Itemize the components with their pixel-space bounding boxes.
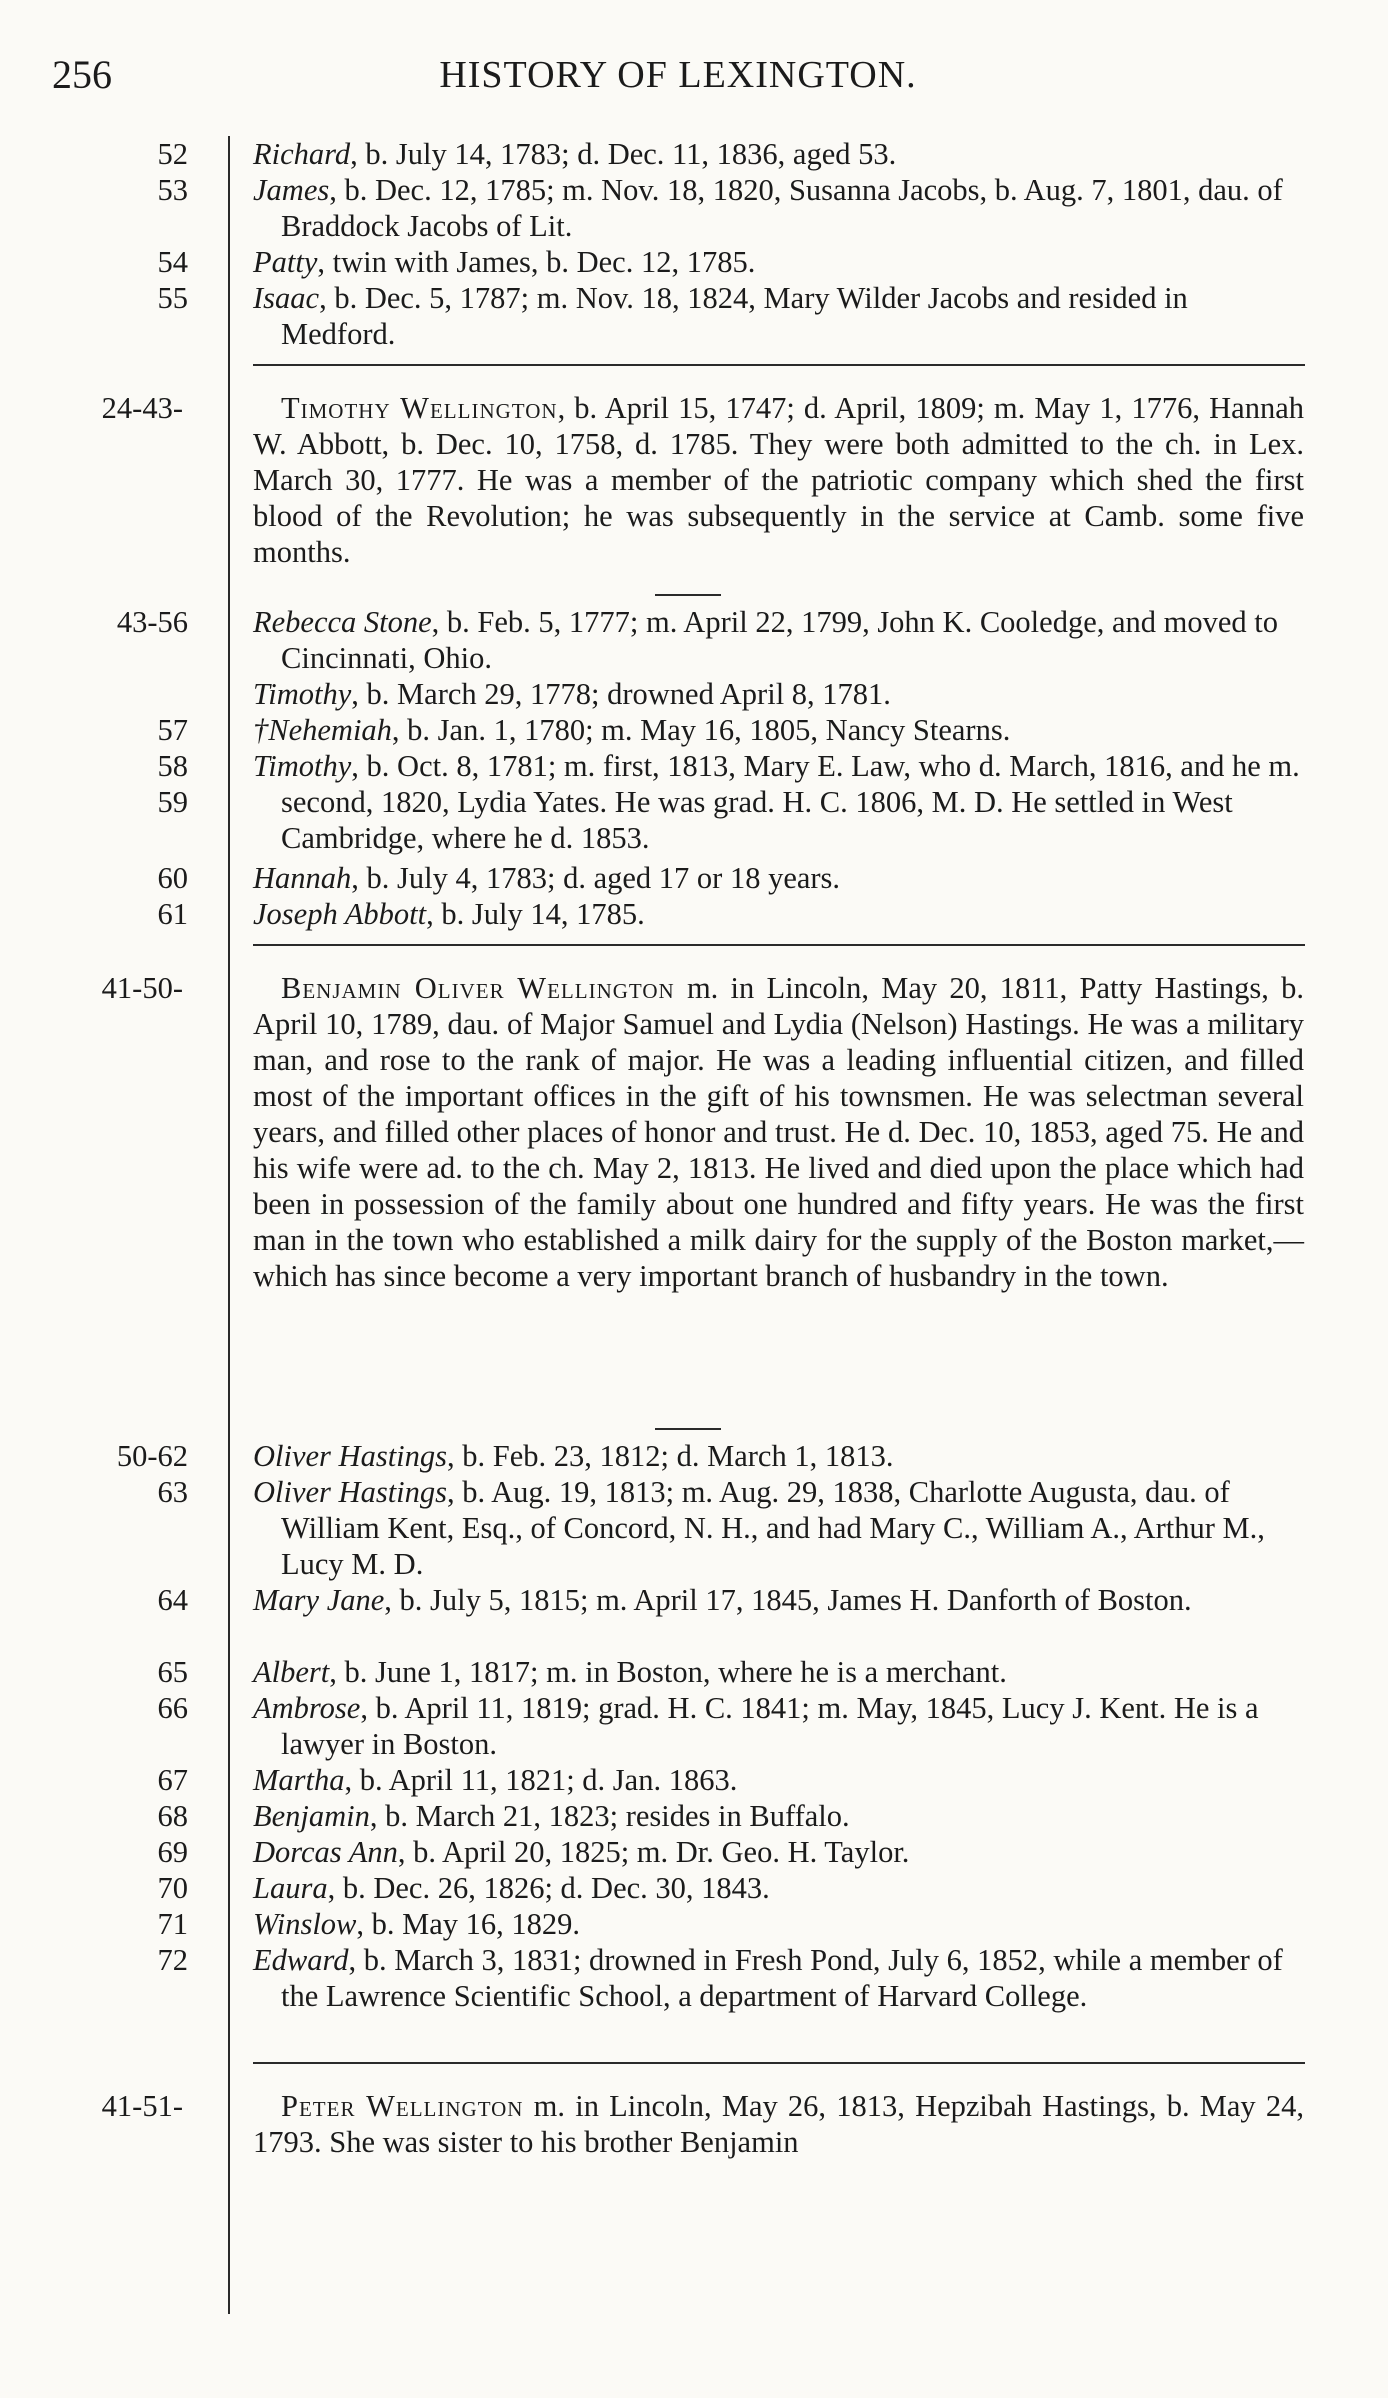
entry-text: , b. March 3, 1831; drowned in Fresh Pond, July 6, 1852, while a member of the Lawrence Scientific School, a department of Harvard College. <box>281 1943 1283 2013</box>
child-name: Edward <box>253 1943 349 1977</box>
head-name: Benjamin Oliver Wellington <box>281 971 675 1005</box>
entry-number: 68 <box>157 1799 188 1833</box>
child-name: Oliver Hastings <box>253 1439 448 1473</box>
entry-text: , b. Aug. 19, 1813; m. Aug. 29, 1838, Charlotte Augusta, dau. of William Kent, Esq., of Concord, N. H., and had Mary C., William A., Arthur M., Lucy M. D. <box>281 1475 1265 1581</box>
child-name: Patty <box>253 245 318 279</box>
entry-laura <box>0 1870 1388 1906</box>
entry-number: 63 <box>157 1475 188 1509</box>
entry-number: 69 <box>157 1835 188 1869</box>
entry-hannah <box>0 860 1388 896</box>
entry-number: 54 <box>157 245 188 279</box>
entry-number: 65 <box>157 1655 188 1689</box>
entry-number: 53 <box>157 173 188 207</box>
entry-nehemiah <box>0 712 1388 748</box>
entry-james <box>0 172 1388 244</box>
child-name: Laura <box>253 1871 328 1905</box>
entry-text: , b. Dec. 26, 1826; d. Dec. 30, 1843. <box>327 1871 770 1905</box>
entry-text: , b. March 21, 1823; resides in Buffalo. <box>369 1799 850 1833</box>
child-name: Albert <box>253 1655 330 1689</box>
entry-oliver-hastings-1812 <box>0 1438 1388 1474</box>
entry-ambrose <box>0 1690 1388 1762</box>
entry-text: , b. July 14, 1785. <box>426 897 645 931</box>
entry-text: , b. April 20, 1825; m. Dr. Geo. H. Taylor. <box>397 1835 910 1869</box>
entry-number: 55 <box>157 281 188 315</box>
entry-patty <box>0 244 1388 280</box>
child-name: Martha <box>253 1763 345 1797</box>
generation-number: 41-51- <box>101 2089 183 2123</box>
child-name: Winslow <box>253 1907 357 1941</box>
entry-number: 61 <box>157 897 188 931</box>
entry-benjamin <box>0 1798 1388 1834</box>
entry-text: , b. July 4, 1783; d. aged 17 or 18 years. <box>351 861 841 895</box>
child-name: †Nehemiah <box>253 713 392 747</box>
child-name: James <box>253 173 330 207</box>
entry-text: , b. April 15, 1747; d. April, 1809; m. May 1, 1776, Hannah W. Abbott, b. Dec. 10, 1758, d. 1785. They were both admitted to the ch. in Lex. March 30, 1777. He was a member of the patriotic company which shed the first blood of the Revolution; he was subsequently in the service at Camb. some five months. <box>253 391 1304 569</box>
entry-martha <box>0 1762 1388 1798</box>
head-name: Peter Wellington <box>281 2089 524 2123</box>
child-name: Ambrose <box>253 1691 361 1725</box>
section-divider <box>253 944 1305 946</box>
entry-number: 58 <box>157 749 188 783</box>
entry-number: 52 <box>157 137 188 171</box>
child-name: Isaac <box>253 281 320 315</box>
entry-text: , b. May 16, 1829. <box>356 1907 581 1941</box>
entry-text: , b. July 14, 1783; d. Dec. 11, 1836, aged 53. <box>350 137 897 171</box>
entry-number: 50-62 <box>116 1439 188 1473</box>
entry-text: , b. April 11, 1819; grad. H. C. 1841; m. May, 1845, Lucy J. Kent. He is a lawyer in Boston. <box>281 1691 1259 1761</box>
entry-timothy-1781 <box>0 748 1388 856</box>
entry-text: , b. Feb. 5, 1777; m. April 22, 1799, John K. Cooledge, and moved to Cincinnati, Ohio. <box>281 605 1279 675</box>
entry-text: , b. Jan. 1, 1780; m. May 16, 1805, Nancy Stearns. <box>391 713 1011 747</box>
entry-rebecca-stone <box>0 604 1388 676</box>
short-rule <box>655 1428 721 1430</box>
entry-text: , b. July 5, 1815; m. April 17, 1845, James H. Danforth of Boston. <box>384 1583 1192 1617</box>
entry-text: , b. Dec. 12, 1785; m. Nov. 18, 1820, Susanna Jacobs, b. Aug. 7, 1801, dau. of Braddock Jacobs of Lit. <box>281 173 1283 243</box>
section-divider <box>253 364 1305 366</box>
entry-text: , b. April 11, 1821; d. Jan. 1863. <box>344 1763 738 1797</box>
entry-number: 57 <box>157 713 188 747</box>
entry-text: , b. June 1, 1817; m. in Boston, where he is a merchant. <box>329 1655 1007 1689</box>
entry-number: 43-56 <box>116 605 188 639</box>
running-header <box>52 50 1304 100</box>
child-name: Oliver Hastings <box>253 1475 448 1509</box>
entry-number: 66 <box>157 1691 188 1725</box>
entry-text: , twin with James, b. Dec. 12, 1785. <box>317 245 756 279</box>
child-name: Joseph Abbott <box>253 897 427 931</box>
child-name: Benjamin <box>253 1799 370 1833</box>
generation-number: 41-50- <box>101 971 183 1005</box>
entry-number: 71 <box>157 1907 188 1941</box>
entry-number: 64 <box>157 1583 188 1617</box>
entry-oliver-hastings-1813 <box>0 1474 1388 1582</box>
child-name: Timothy <box>253 749 352 783</box>
generation-number: 24-43- <box>101 391 183 425</box>
page-body <box>0 136 1388 2160</box>
entry-number: 59 <box>157 785 188 819</box>
entry-albert <box>0 1654 1388 1690</box>
child-name: Richard <box>253 137 351 171</box>
entry-text: , b. March 29, 1778; drowned April 8, 1781. <box>351 677 891 711</box>
page-number: 256 <box>52 52 112 97</box>
entry-dorcas-ann <box>0 1834 1388 1870</box>
entry-peter-wellington <box>0 2088 1388 2160</box>
child-name: Hannah <box>253 861 352 895</box>
entry-number: 67 <box>157 1763 188 1797</box>
entry-timothy-wellington <box>0 390 1388 570</box>
entry-joseph-abbott <box>0 896 1388 932</box>
head-name: Timothy Wellington <box>281 391 558 425</box>
child-name: Rebecca Stone <box>253 605 432 639</box>
entry-text: m. in Lincoln, May 20, 1811, Patty Hastings, b. April 10, 1789, dau. of Major Samuel and Lydia (Nelson) Hastings. He was a military man, and rose to the rank of major. He was a leading influential citizen, and filled most of the important offices in the gift of his townsmen. He was selectman several years, and filled other places of honor and trust. He d. Dec. 10, 1853, aged 75. He and his wife were ad. to the ch. May 2, 1813. He lived and died upon the place which had been in possession of the family about one hundred and fifty years. He was the first man in the town who established a milk dairy for the supply of the Boston market,—which has since become a very important branch of husbandry in the town. <box>253 971 1304 1293</box>
entry-text: , b. Oct. 8, 1781; m. first, 1813, Mary E. Law, who d. March, 1816, and he m. second, 1820, Lydia Yates. He was grad. H. C. 1806, M. D. He settled in West Cambridge, where he d. 1853. <box>281 749 1300 855</box>
entry-number: 60 <box>157 861 188 895</box>
child-name: Timothy <box>253 677 352 711</box>
short-rule <box>655 594 721 596</box>
entry-mary-jane <box>0 1582 1388 1654</box>
entry-number: 70 <box>157 1871 188 1905</box>
entry-isaac <box>0 280 1388 352</box>
entry-text: , b. Dec. 5, 1787; m. Nov. 18, 1824, Mary Wilder Jacobs and resided in Medford. <box>281 281 1188 351</box>
entry-richard <box>0 136 1388 172</box>
entry-benjamin-oliver-wellington <box>0 970 1388 1402</box>
entry-text: m. in Lincoln, May 26, 1813, Hepzibah Hastings, b. May 24, 1793. She was sister to his brother Benjamin <box>253 2089 1304 2159</box>
child-name: Mary Jane <box>253 1583 385 1617</box>
section-divider <box>253 2062 1305 2064</box>
entry-number: 72 <box>157 1943 188 1977</box>
child-name: Dorcas Ann <box>253 1835 398 1869</box>
entry-timothy-1778 <box>0 676 1388 712</box>
entry-edward <box>0 1942 1388 2050</box>
entry-winslow <box>0 1906 1388 1942</box>
entry-text: , b. Feb. 23, 1812; d. March 1, 1813. <box>447 1439 894 1473</box>
running-title: HISTORY OF LEXINGTON. <box>439 54 917 96</box>
